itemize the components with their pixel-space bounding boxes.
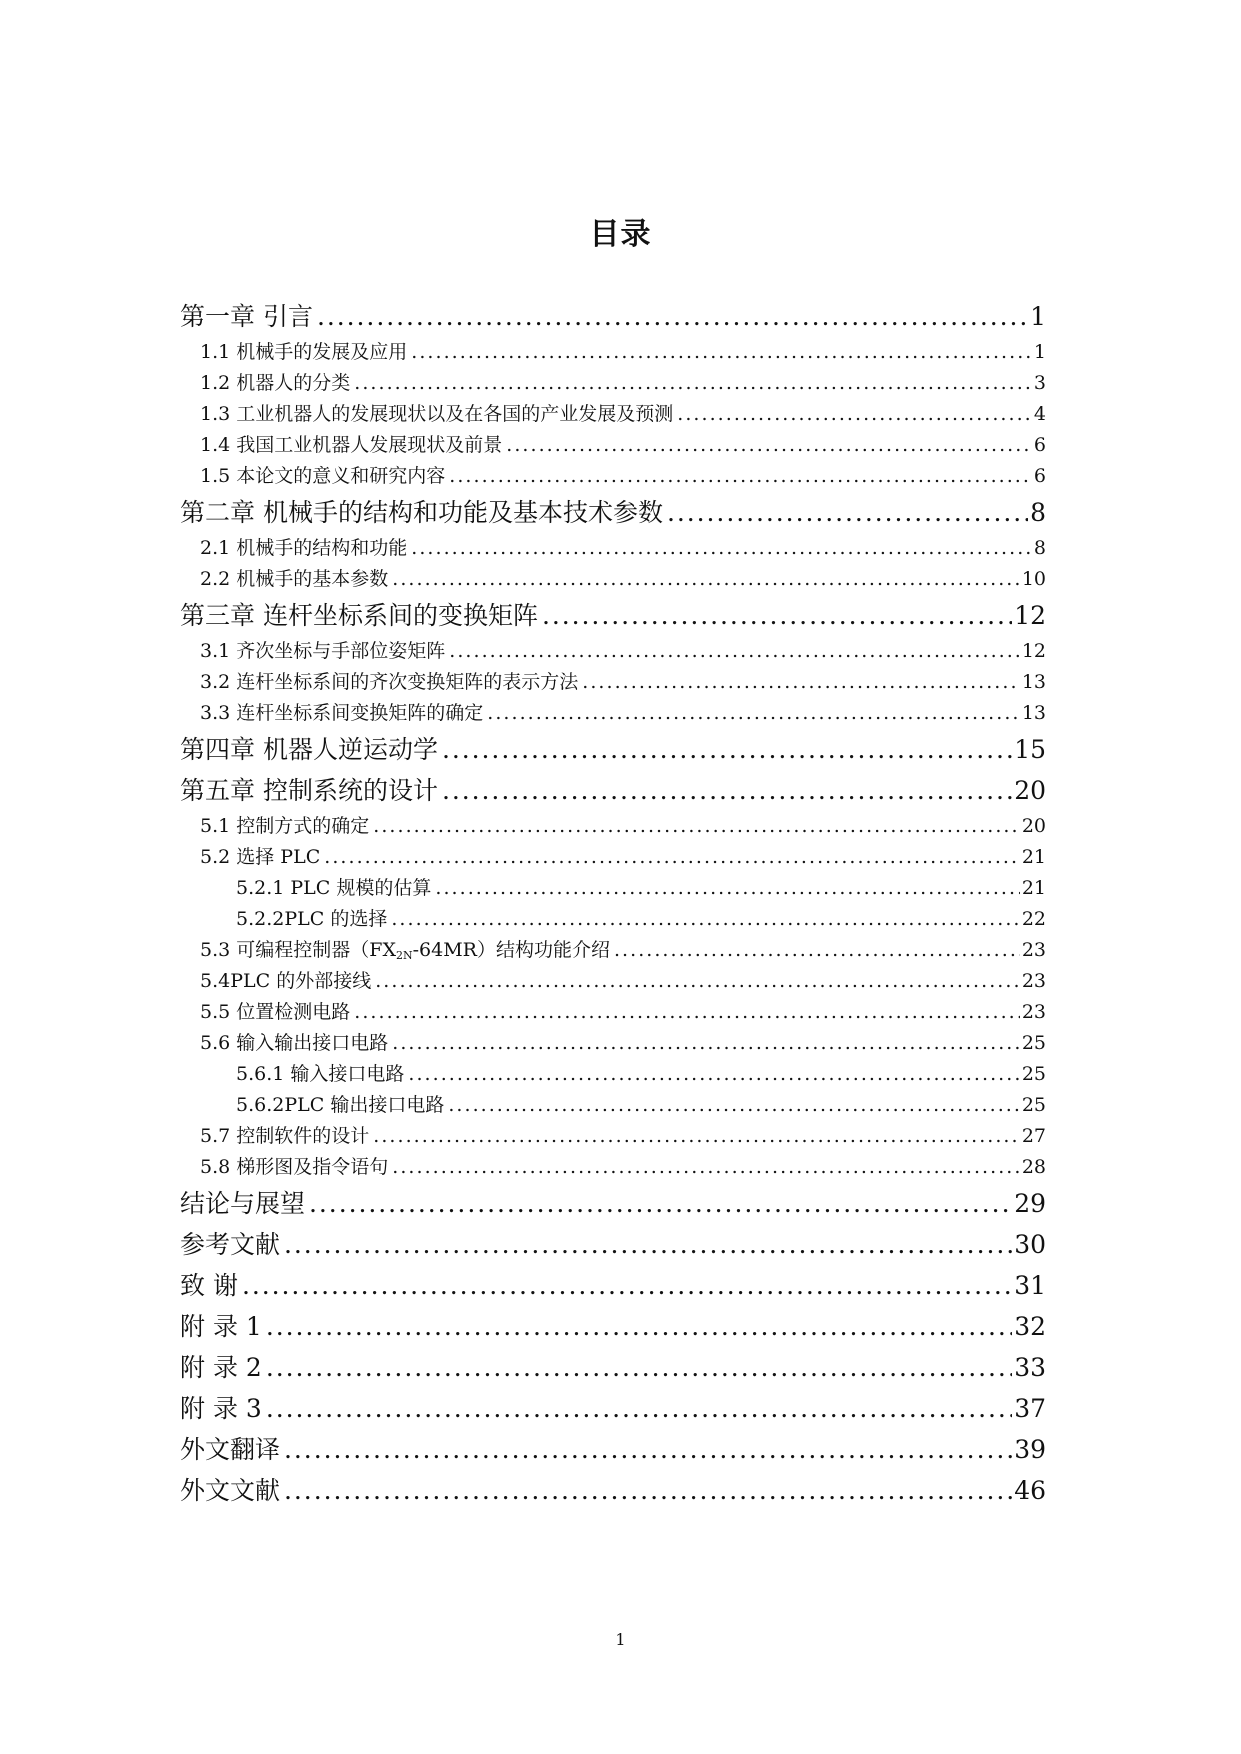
toc-dot-leader (442, 770, 1012, 811)
toc-page-number: 1 (1030, 302, 1046, 331)
toc-dot-leader (373, 811, 1020, 842)
toc-page-number: 22 (1021, 908, 1046, 930)
toc-subsection-entry[interactable] (180, 1090, 1046, 1121)
toc-entry-label: 第五章 控制系统的设计 (180, 776, 438, 805)
toc-page-number: 4 (1033, 403, 1046, 425)
toc-section-entry[interactable] (180, 399, 1046, 430)
toc-entry-label: 5.6.2PLC 输出接口电路 (236, 1094, 445, 1116)
toc-entry-label: 第三章 连杆坐标系间的变换矩阵 (180, 601, 538, 630)
toc-dot-leader (266, 1347, 1012, 1388)
toc-page-number: 29 (1014, 1189, 1046, 1218)
toc-page-number: 33 (1014, 1353, 1046, 1382)
toc-entry-label: 2.1 机械手的结构和功能 (200, 537, 408, 559)
toc-page-number: 1 (1033, 341, 1046, 363)
toc-entry-label: 参考文献 (180, 1230, 281, 1259)
toc-dot-leader (614, 935, 1020, 966)
toc-page-number: 15 (1014, 735, 1046, 764)
toc-section-entry[interactable] (180, 337, 1046, 368)
toc-section-entry[interactable] (180, 368, 1046, 399)
toc-entry-label: 第二章 机械手的结构和功能及基本技术参数 (180, 498, 663, 527)
toc-section-entry[interactable] (180, 935, 1046, 966)
toc-section-entry[interactable] (180, 966, 1046, 997)
toc-entry-label: 第四章 机器人逆运动学 (180, 735, 438, 764)
toc-entry-label: 2.2 机械手的基本参数 (200, 568, 389, 590)
toc-entry-label: 5.5 位置检测电路 (200, 1001, 351, 1023)
toc-page-number: 30 (1014, 1230, 1046, 1259)
toc-dot-leader (324, 842, 1020, 873)
toc-entry-label: 3.2 连杆坐标系间的齐次变换矩阵的表示方法 (200, 671, 579, 693)
toc-entry-label: 1.2 机器人的分类 (200, 372, 351, 394)
toc-dot-leader (354, 997, 1020, 1028)
toc-chapter-entry[interactable] (180, 1183, 1046, 1224)
toc-page-number: 23 (1021, 939, 1046, 961)
toc-page-number: 10 (1021, 568, 1046, 590)
toc-entry-label: 外文翻译 (180, 1435, 281, 1464)
toc-section-entry[interactable] (180, 636, 1046, 667)
toc-section-entry[interactable] (180, 811, 1046, 842)
toc-entry-label: 致 谢 (180, 1271, 238, 1300)
toc-page-number: 3 (1033, 372, 1046, 394)
toc-entry-label: 5.2.2PLC 的选择 (236, 908, 388, 930)
toc-chapter-entry[interactable] (180, 1265, 1046, 1306)
toc-section-entry[interactable] (180, 564, 1046, 595)
toc-section-entry[interactable] (180, 430, 1046, 461)
toc-dot-leader (449, 461, 1032, 492)
toc-dot-leader (317, 296, 1028, 337)
toc-dot-leader (449, 636, 1020, 667)
toc-page-number: 6 (1033, 434, 1046, 456)
toc-chapter-entry[interactable] (180, 770, 1046, 811)
toc-dot-leader (408, 1059, 1019, 1090)
toc-section-entry[interactable] (180, 533, 1046, 564)
toc-dot-leader (392, 1152, 1020, 1183)
toc-section-entry[interactable] (180, 1028, 1046, 1059)
toc-dot-leader (442, 729, 1012, 770)
toc-page-number: 23 (1021, 1001, 1046, 1023)
toc-entry-label: 1.1 机械手的发展及应用 (200, 341, 408, 363)
toc-page-number: 27 (1021, 1125, 1046, 1147)
toc-chapter-entry[interactable] (180, 595, 1046, 636)
footer-page-number: 1 (615, 1630, 626, 1649)
toc-page-number: 20 (1014, 776, 1046, 805)
toc-entry-label: 5.2 选择 PLC (200, 846, 321, 868)
toc-entry-label: 附 录 1 (180, 1312, 262, 1341)
toc-section-entry[interactable] (180, 667, 1046, 698)
toc-page-number: 23 (1021, 970, 1046, 992)
toc-section-entry[interactable] (180, 698, 1046, 729)
toc-page-number: 37 (1014, 1394, 1046, 1423)
toc-page-number: 8 (1033, 537, 1046, 559)
toc-page-number: 13 (1021, 702, 1046, 724)
toc-page-number: 21 (1021, 846, 1046, 868)
toc-dot-leader (354, 368, 1032, 399)
toc-page-number: 12 (1021, 640, 1046, 662)
toc-entry-label: 5.3 可编程控制器$(FX_{2N}-64MR)$结构功能介绍 (200, 939, 610, 962)
toc-entry-label: 外文文献 (180, 1476, 281, 1505)
toc-subsection-entry[interactable] (180, 904, 1046, 935)
toc-entry-label: 5.8 梯形图及指令语句 (200, 1156, 389, 1178)
toc-dot-leader (391, 904, 1019, 935)
toc-chapter-entry[interactable] (180, 492, 1046, 533)
toc-chapter-entry[interactable] (180, 1429, 1046, 1470)
toc-dot-leader (266, 1388, 1012, 1429)
toc-page-number: 25 (1021, 1094, 1046, 1116)
toc-dot-leader (266, 1306, 1012, 1347)
toc-page-number: 6 (1033, 465, 1046, 487)
toc-section-entry[interactable] (180, 461, 1046, 492)
toc-entry-label: 结论与展望 (180, 1189, 306, 1218)
toc-page-number: 12 (1014, 601, 1046, 630)
toc-chapter-entry[interactable] (180, 1224, 1046, 1265)
toc-chapter-entry[interactable] (180, 296, 1046, 337)
toc-entry-label: 附 录 3 (180, 1394, 262, 1423)
toc-page-number: 25 (1021, 1032, 1046, 1054)
toc-page-number: 31 (1014, 1271, 1046, 1300)
toc-dot-leader (373, 1121, 1020, 1152)
toc-dot-leader (542, 595, 1012, 636)
toc-dot-leader (411, 533, 1032, 564)
toc-dot-leader (435, 873, 1019, 904)
toc-entry-label: 1.4 我国工业机器人发展现状及前景 (200, 434, 503, 456)
toc-section-entry[interactable] (180, 842, 1046, 873)
toc-entry-label: 3.3 连杆坐标系间变换矩阵的确定 (200, 702, 484, 724)
toc-entry-label: 第一章 引言 (180, 302, 313, 331)
toc-page-number: 20 (1021, 815, 1046, 837)
toc-entry-label: 5.7 控制软件的设计 (200, 1125, 370, 1147)
toc-subsection-entry[interactable] (180, 873, 1046, 904)
toc-dot-leader (487, 698, 1020, 729)
toc-entry-label: 5.6 输入输出接口电路 (200, 1032, 389, 1054)
toc-entry-label: 5.2.1 PLC 规模的估算 (236, 877, 432, 899)
toc-dot-leader (375, 966, 1020, 997)
toc-page-number: 32 (1014, 1312, 1046, 1341)
toc-page-number: 46 (1014, 1476, 1046, 1505)
toc-entry-label: 5.4PLC 的外部接线 (200, 970, 372, 992)
toc-page-number: 28 (1021, 1156, 1046, 1178)
toc-section-entry[interactable] (180, 1152, 1046, 1183)
toc-dot-leader (411, 337, 1032, 368)
toc-section-entry[interactable] (180, 1121, 1046, 1152)
toc-dot-leader (667, 492, 1028, 533)
toc-dot-leader (582, 667, 1020, 698)
toc-chapter-entry[interactable] (180, 1347, 1046, 1388)
toc-page-number: 25 (1021, 1063, 1046, 1085)
page-title: 目录 (589, 217, 652, 252)
toc-dot-leader (284, 1429, 1012, 1470)
toc-dot-leader (448, 1090, 1019, 1121)
table-of-contents (180, 296, 1046, 1511)
toc-entry-label: 5.1 控制方式的确定 (200, 815, 370, 837)
toc-chapter-entry[interactable] (180, 1306, 1046, 1347)
toc-page-number: 39 (1014, 1435, 1046, 1464)
toc-dot-leader (284, 1224, 1012, 1265)
toc-page-number: 13 (1021, 671, 1046, 693)
toc-chapter-entry[interactable] (180, 729, 1046, 770)
toc-entry-label: 1.5 本论文的意义和研究内容 (200, 465, 446, 487)
toc-entry-label: 5.6.1 输入接口电路 (236, 1063, 405, 1085)
toc-entry-label: 3.1 齐次坐标与手部位姿矩阵 (200, 640, 446, 662)
toc-entry-label: 1.3 工业机器人的发展现状以及在各国的产业发展及预测 (200, 403, 674, 425)
toc-chapter-entry[interactable] (180, 1470, 1046, 1511)
toc-dot-leader (242, 1265, 1012, 1306)
toc-entry-label: 附 录 2 (180, 1353, 262, 1382)
toc-dot-leader (506, 430, 1032, 461)
toc-dot-leader (677, 399, 1032, 430)
toc-dot-leader (392, 564, 1020, 595)
toc-dot-leader (392, 1028, 1020, 1059)
toc-page-number: 8 (1030, 498, 1046, 527)
toc-subsection-entry[interactable] (180, 1059, 1046, 1090)
toc-dot-leader (309, 1183, 1012, 1224)
toc-dot-leader (284, 1470, 1012, 1511)
toc-chapter-entry[interactable] (180, 1388, 1046, 1429)
toc-page-number: 21 (1021, 877, 1046, 899)
toc-section-entry[interactable] (180, 997, 1046, 1028)
